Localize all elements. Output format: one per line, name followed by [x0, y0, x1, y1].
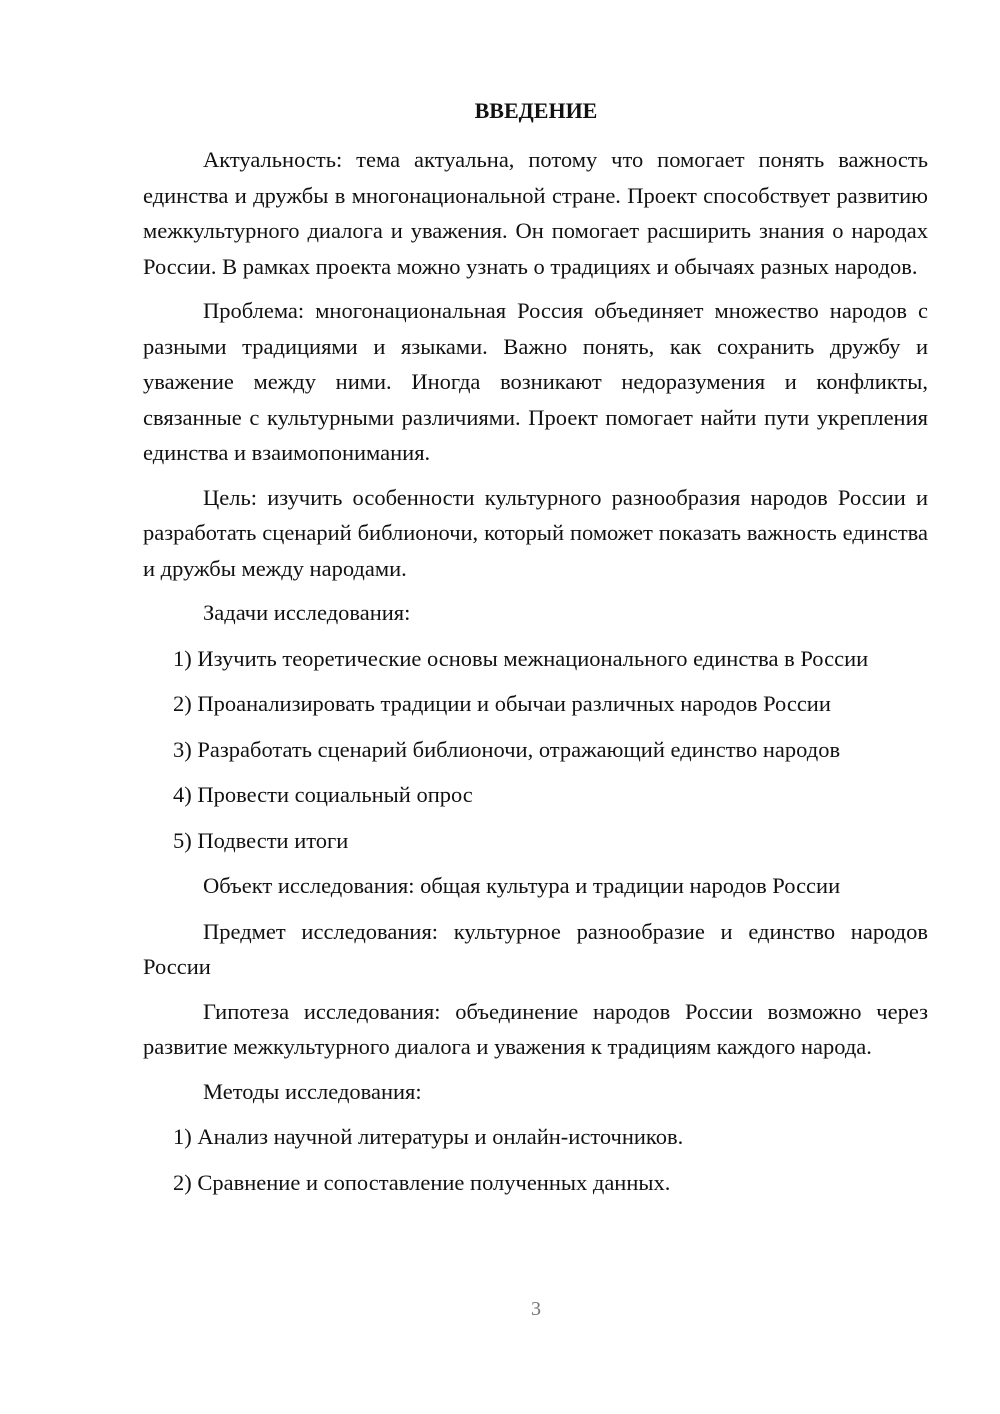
method-item: 2) Сравнение и сопоставление полученных данных.: [173, 1169, 671, 1195]
problem-paragraph: Проблема: многонациональная Россия объединяет множество народов с разными традициями и языками. Важно понять, как сохранить дружбу и уважение между ними. Иногда возникают недоразумения и конфликты, связанные с культурными различиями. Проект помогает найти пути укрепления единства и взаимопонимания.: [143, 298, 928, 465]
task-item: 2) Проанализировать традиции и обычаи различных народов России: [173, 691, 831, 716]
relevance-paragraph: Актуальность: тема актуальна, потому что помогает понять важность единства и дружбы в многонациональной стране. Проект способствует развитию межкультурного диалога и уважения. Он помогает расширить знания о народах России. В рамках проекта можно узнать о традициях и обычаях разных народов.: [143, 147, 928, 279]
hypothesis-paragraph: Гипотеза исследования: объединение народов России возможно через развитие межкультурного диалога и уважения к традициям каждого народа.: [143, 998, 928, 1059]
methods-heading: Методы исследования:: [203, 1078, 422, 1104]
task-item: 1) Изучить теоретические основы межнационального единства в России: [173, 645, 869, 671]
object-paragraph: Объект исследования: общая культура и традиции народов России: [203, 873, 841, 898]
method-item: 1) Анализ научной литературы и онлайн-источников.: [173, 1124, 684, 1149]
task-item: 4) Провести социальный опрос: [173, 782, 473, 807]
task-item: 5) Подвести итоги: [173, 827, 349, 853]
goal-paragraph: Цель: изучить особенности культурного разнообразия народов России и разработать сценарий библионочи, который поможет показать важность единства и дружбы между народами.: [143, 484, 928, 581]
document-body: [143, 142, 928, 1210]
tasks-heading: Задачи исследования:: [203, 600, 411, 625]
subject-paragraph: Предмет исследования: культурное разнообразие и единство народов России: [143, 918, 928, 979]
page-number: 3: [531, 1298, 541, 1320]
page-title: ВВЕДЕНИЕ: [474, 98, 598, 123]
task-item: 3) Разработать сценарий библионочи, отражающий единство народов: [173, 736, 841, 762]
